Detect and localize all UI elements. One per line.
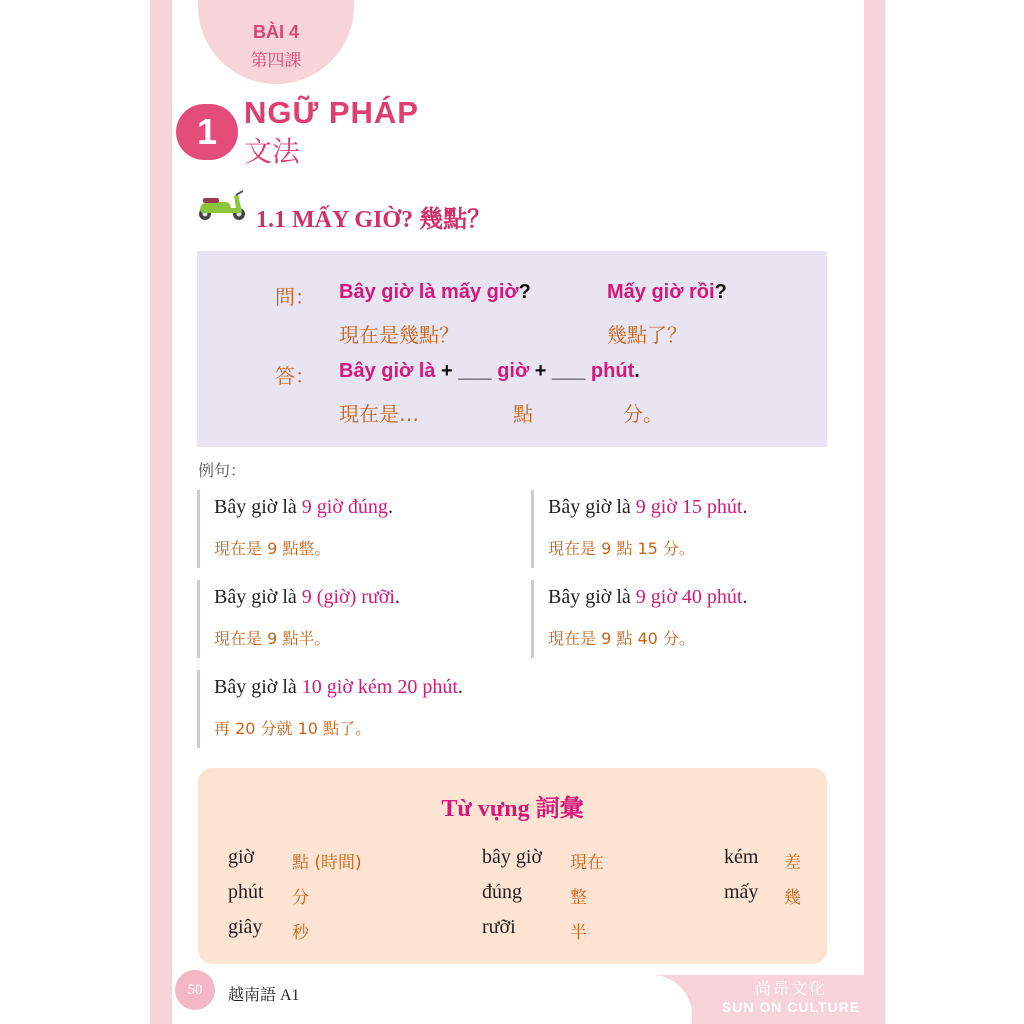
vocabulary-title: Từ vựng 詞彙 [441, 796, 584, 822]
lesson-label-zh: 第四課 [250, 51, 302, 71]
subsection-title: 1.1 MẤY GIỜ? 幾點？ [256, 207, 492, 233]
section-number-badge: 1 [176, 104, 238, 160]
example-3 [197, 580, 400, 658]
example-vi: Bây giờ là 9 giờ 40 phút. [548, 586, 748, 608]
answer-pattern: Bây giờ là + ___ giờ + ___ phút. [339, 360, 640, 382]
vocab-word: rưỡi [482, 916, 516, 938]
vocab-word: mấy [724, 881, 759, 903]
question-1-zh: 現在是幾點？ [339, 323, 459, 347]
vocab-word: kém [724, 846, 759, 868]
book-title: 越南語 A1 [228, 987, 300, 1004]
vocab-meaning: 秒 [292, 923, 309, 943]
example-zh: 現在是 9 點 40 分。 [548, 629, 695, 648]
vocab-meaning: 整 [570, 888, 587, 908]
answer-label: 答： [275, 364, 315, 388]
example-1 [197, 490, 393, 568]
answer-zh-3: 分。 [623, 402, 663, 426]
grammar-pattern-box [197, 251, 827, 447]
vocab-word: bây giờ [482, 846, 543, 868]
publisher-name-en: SUN ON CULTURE [721, 999, 861, 1015]
example-vi: Bây giờ là 9 giờ đúng. [214, 496, 393, 518]
example-vi: Bây giờ là 9 (giờ) rưỡi. [214, 586, 400, 608]
vocab-meaning: 點 (時間) [292, 853, 362, 873]
vocab-meaning: 半 [570, 923, 587, 943]
answer-zh-1: 現在是… [339, 402, 419, 426]
question-1: Bây giờ là mấy giờ? [339, 281, 531, 303]
vocab-word: đúng [482, 881, 522, 903]
publisher-name-zh: 尚昂文化 [754, 979, 827, 998]
example-vi: Bây giờ là 10 giờ kém 20 phút. [214, 676, 463, 698]
vocab-word: phút [228, 881, 264, 903]
answer-zh-2: 點 [513, 402, 533, 426]
example-vi: Bây giờ là 9 giờ 15 phút. [548, 496, 748, 518]
question-2: Mấy giờ rồi? [607, 281, 727, 303]
scooter-icon [196, 186, 248, 222]
section-title: NGỮ PHÁP [244, 95, 419, 130]
publisher-logo [706, 976, 876, 1015]
examples-label: 例句： [198, 461, 247, 480]
ask-label: 問： [275, 285, 315, 309]
example-zh: 現在是 9 點 15 分。 [548, 539, 695, 558]
lesson-label-vi: BÀI 4 [252, 22, 299, 42]
vocab-meaning: 現在 [570, 853, 604, 873]
vocab-meaning: 分 [292, 888, 309, 908]
example-zh: 現在是 9 點半。 [214, 629, 331, 648]
question-2-zh: 幾點了？ [607, 323, 687, 347]
example-4 [531, 580, 748, 658]
vocabulary-box [198, 768, 827, 964]
vocab-meaning: 幾 [784, 888, 801, 908]
example-2 [531, 490, 748, 568]
example-zh: 現在是 9 點整。 [214, 539, 331, 558]
vocab-meaning: 差 [784, 853, 801, 873]
page-number: 50 [175, 970, 215, 1010]
example-zh: 再 20 分就 10 點了。 [214, 719, 372, 738]
vocab-word: giờ [228, 846, 255, 868]
vocab-word: giây [228, 916, 263, 938]
example-5 [197, 670, 463, 748]
section-subtitle: 文法 [244, 135, 301, 168]
